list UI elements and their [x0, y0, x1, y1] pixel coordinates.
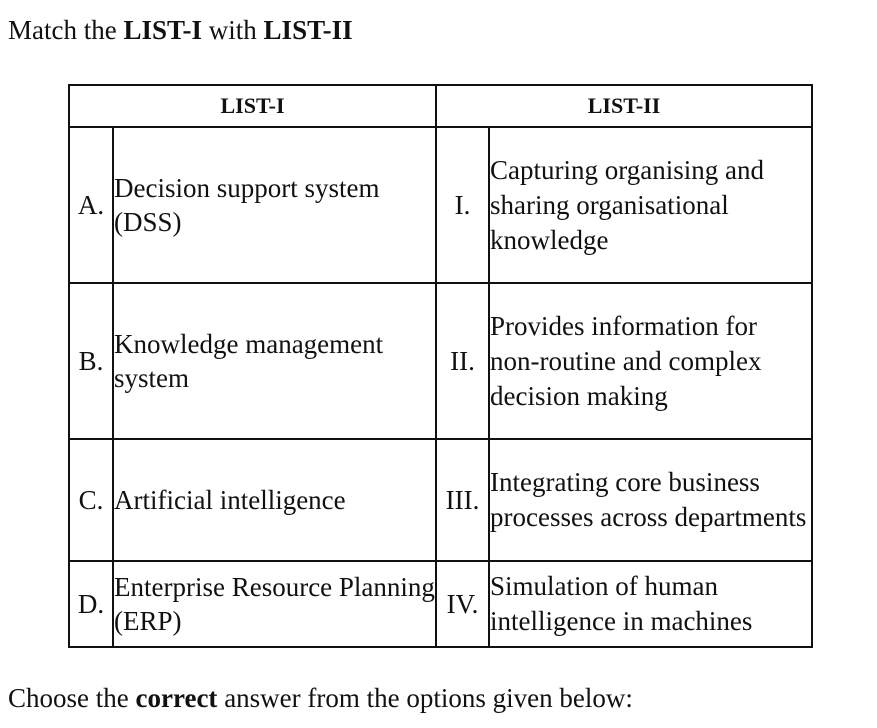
row-letter: D. [69, 561, 113, 647]
list2-item: Simulation of human intelligence in machines [489, 561, 812, 647]
instruction-bold: correct [135, 683, 218, 713]
table-row [69, 561, 812, 647]
title-prefix: Match the [8, 15, 124, 45]
list1-item: Knowledge management system [113, 283, 436, 439]
row-letter: B. [69, 283, 113, 439]
list2-item: Integrating core business processes across departments [489, 439, 812, 561]
header-row [69, 85, 812, 127]
table-row [69, 439, 812, 561]
match-table [68, 84, 813, 648]
title-list2: LIST-II [263, 15, 353, 45]
instruction-before: Choose the [8, 683, 136, 713]
row-letter: A. [69, 127, 113, 283]
list2-item: Capturing organising and sharing organisational knowledge [489, 127, 812, 283]
header-list2: LIST-II [436, 85, 812, 127]
list1-item: Enterprise Resource Planning (ERP) [113, 561, 436, 647]
title-list1: LIST-I [123, 15, 203, 45]
instruction-after: answer from the options given below: [217, 683, 633, 713]
header-list1: LIST-I [69, 85, 436, 127]
question-title [8, 12, 353, 48]
row-roman: III. [436, 439, 489, 561]
row-roman: IV. [436, 561, 489, 647]
table-row [69, 283, 812, 439]
list1-item: Decision support system (DSS) [113, 127, 436, 283]
row-roman: II. [436, 283, 489, 439]
title-middle: with [202, 15, 264, 45]
list2-item: Provides information for non-routine and complex decision making [489, 283, 812, 439]
table-row [69, 127, 812, 283]
row-roman: I. [436, 127, 489, 283]
list1-item: Artificial intelligence [113, 439, 436, 561]
row-letter: C. [69, 439, 113, 561]
instruction-text [8, 680, 633, 716]
